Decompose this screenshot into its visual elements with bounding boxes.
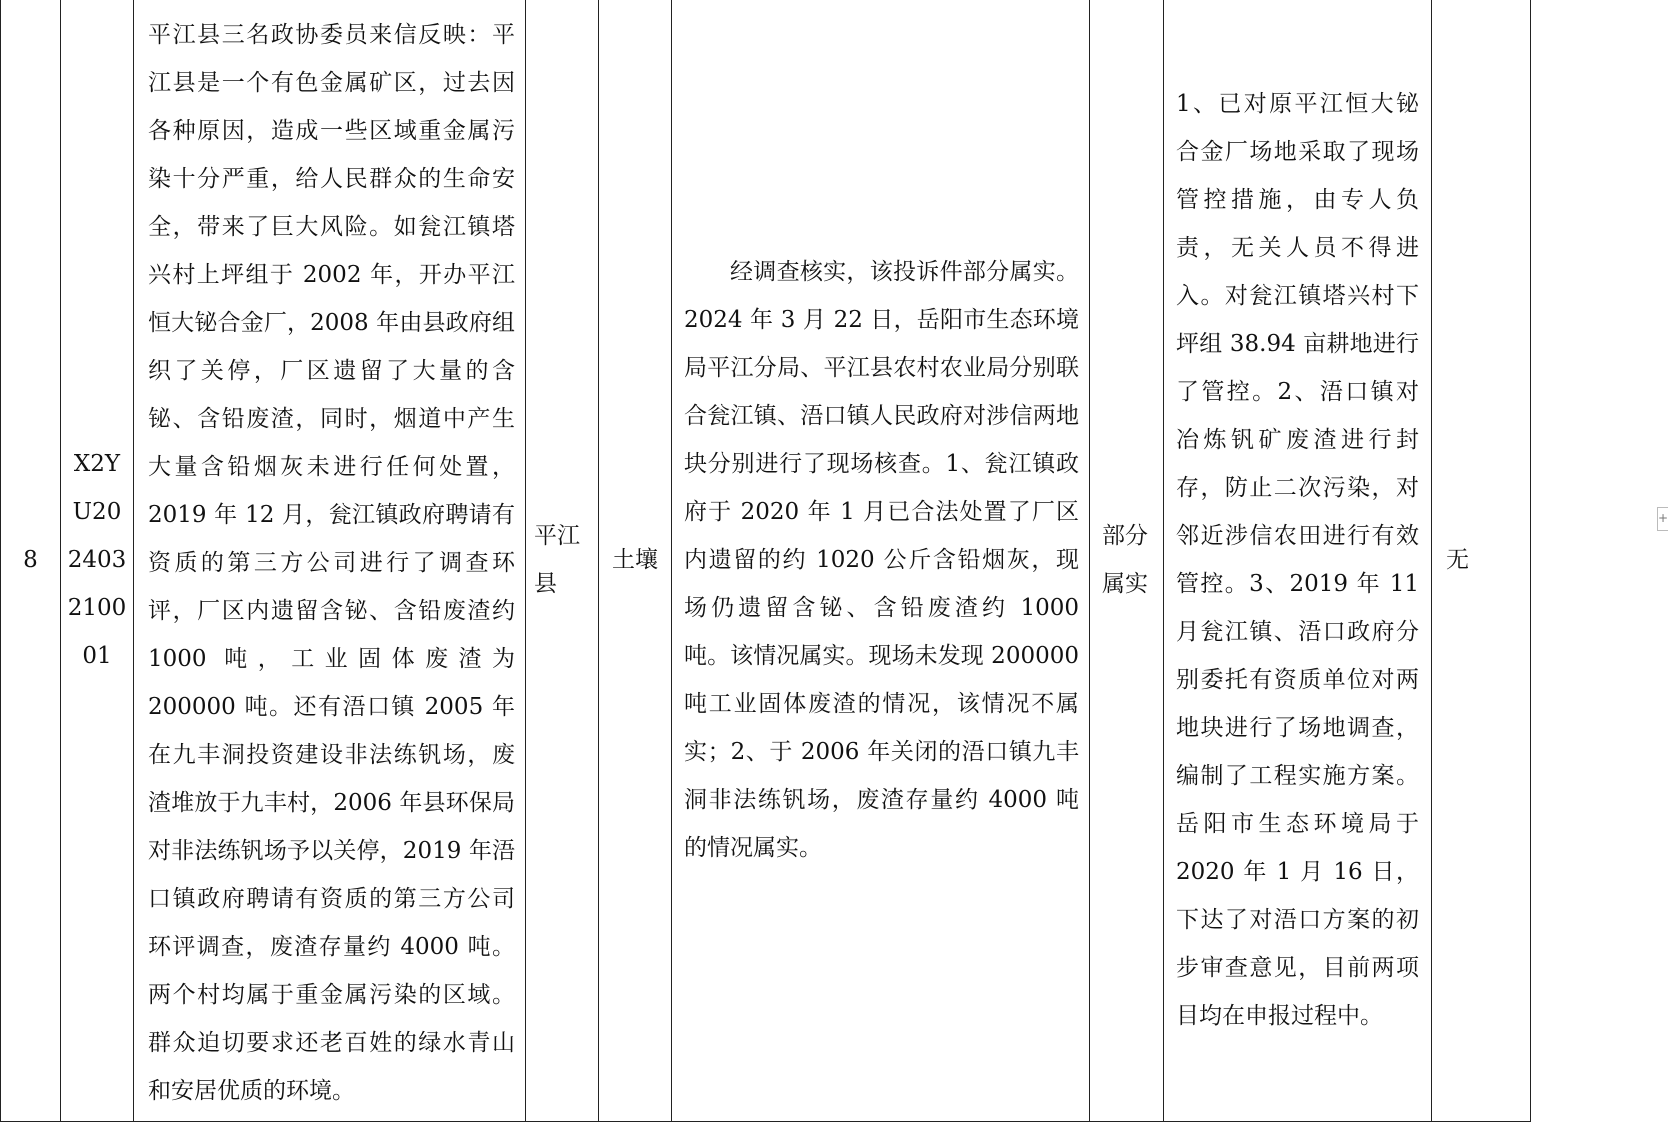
case-code-line: 2403: [67, 547, 127, 573]
complaint-content-text: 平江县三名政协委员来信反映：平江县是一个有色金属矿区，过去因各种原因，造成一些区域重金属污染十分严重，给人民群众的生命安全，带来了巨大风险。如瓮江镇塔兴村上坪组于 2002 年，开办平江恒大铋合金厂，2008 年由县政府组织了关停，厂区遗留了大量的含铋、含铅废渣，同时，烟道中产生大量含铅烟灰未进行任何处置，2019 年 12 月，瓮江镇政府聘请有资质的第三方公司进行了调查环评，厂区内遗留含铋、含铅废渣约 1000 吨，工业固体废渣为 200000 吨。还有浯口镇 2005 年在九丰洞投资建设非法练钒场，废渣堆放于九丰村，2006 年县环保局对非法练钒场予以关停，2019 年浯口镇政府聘请有资质的第三方公司环评调查，废渣存量约 4000 吨。两个村均属于重金属污染的区域。群众迫切要求还老百姓的绿水青山和安居优质的环境。: [148, 22, 515, 1104]
case-code-line: 2100: [67, 595, 127, 621]
case-code-line: 01: [82, 643, 112, 669]
finding-nature-text: 部分属实: [1102, 523, 1148, 597]
verification-cell: [672, 0, 1090, 1122]
pollution-type-cell: [599, 0, 672, 1122]
table-row: [1, 0, 1531, 1122]
sequence-number-cell: [1, 0, 61, 1122]
case-code-cell: [61, 0, 134, 1122]
verification-text: 经调查核实，该投诉件部分属实。2024 年 3 月 22 日，岳阳市生态环境局平江分局、平江县农村农业局分别联合瓮江镇、浯口镇人民政府对涉信两地块分别进行了现场核查。1、瓮江镇政府于 2020 年 1 月已合法处置了厂区内遗留的约 1020 公斤含铅烟灰，现场仍遗留含铋、含铅废渣约 1000 吨。该情况属实。现场未发现 200000 吨工业固体废渣的情况，该情况不属实；2、于 2006 年关闭的浯口镇九丰洞非法练钒场，废渣存量约 4000 吨的情况属实。: [684, 259, 1079, 861]
case-code-line: X2Y: [73, 451, 121, 477]
sequence-number: 8: [23, 547, 38, 573]
handling-rectification-cell: [1164, 0, 1432, 1122]
case-code-line: U20: [72, 499, 122, 525]
complaint-content-cell: [134, 0, 526, 1122]
handling-rectification-text: 1、已对原平江恒大铋合金厂场地采取了现场管控措施，由专人负责，无关人员不得进入。对瓮江镇塔兴村下坪组 38.94 亩耕地进行了管控。2、浯口镇对冶炼钒矿废渣进行封存，防止二次污染，对邻近涉信农田进行有效管控。3、2019 年 11 月瓮江镇、浯口政府分别委托有资质单位对两地块进行了场地调查，编制了工程实施方案。岳阳市生态环境局于 2020 年 1 月 16 日，下达了对浯口方案的初步审查意见，目前两项目均在申报过程中。: [1176, 91, 1419, 1029]
region-cell: [526, 0, 599, 1122]
pollution-type-text: 土壤: [612, 547, 658, 573]
expand-handle-icon[interactable]: +: [1657, 507, 1668, 531]
accountability-cell: [1432, 0, 1531, 1122]
region-text: 平江县: [534, 523, 580, 597]
accountability-text: 无: [1446, 547, 1469, 573]
finding-nature-cell: [1090, 0, 1164, 1122]
